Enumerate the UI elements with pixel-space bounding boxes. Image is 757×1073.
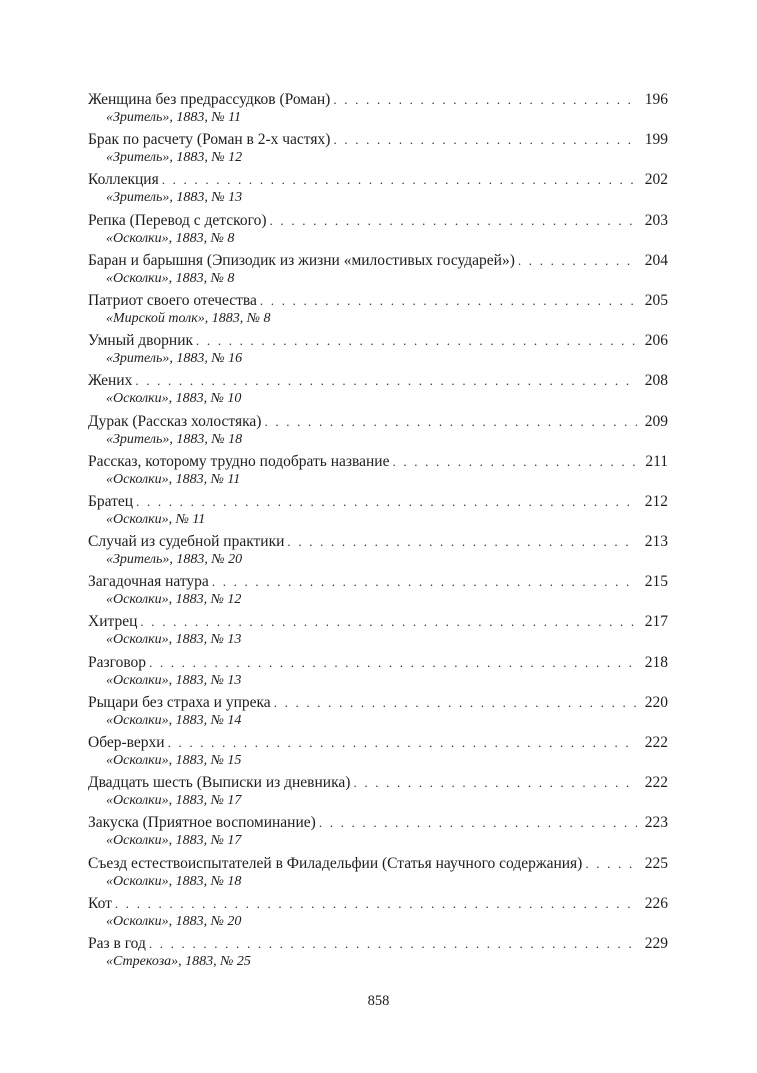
entry-title: Обер-верхи	[88, 734, 165, 751]
dot-leader	[135, 370, 637, 391]
entry-title: Умный дворник	[88, 332, 194, 350]
toc-entry-line	[88, 732, 668, 753]
entry-title: Двадцать шесть (Выписки из дневника)	[88, 774, 351, 792]
toc-entry	[88, 250, 668, 290]
entry-title: Братец	[88, 492, 134, 510]
entry-title: Раз в год	[88, 934, 146, 952]
entry-source: «Осколки», 1883, № 13	[106, 632, 242, 648]
toc-entry	[88, 491, 668, 531]
entry-title: Кот	[88, 894, 112, 912]
dot-leader	[333, 129, 637, 150]
dot-leader	[353, 772, 637, 793]
dot-leader	[518, 250, 637, 271]
entry-page-number: 218	[644, 653, 668, 671]
toc-entry	[88, 652, 668, 692]
toc-entry-line	[88, 571, 668, 592]
toc-entry	[88, 692, 668, 732]
dot-leader	[140, 611, 637, 632]
entry-page-number: 225	[644, 854, 668, 872]
entry-page-number: 206	[644, 332, 668, 350]
toc-entry-line	[88, 812, 668, 833]
toc-entry-line	[88, 330, 668, 351]
entry-page-number: 208	[644, 372, 668, 390]
entry-page-number: 211	[645, 452, 668, 470]
toc-entry-line	[88, 692, 668, 713]
dot-leader	[270, 210, 637, 231]
entry-title: Жених	[88, 372, 133, 390]
toc-entry	[88, 853, 668, 893]
toc-entry-line	[88, 89, 668, 110]
entry-title: Загадочная натура	[88, 573, 209, 591]
toc-entry-line	[88, 652, 668, 673]
dot-leader	[319, 812, 637, 833]
entry-source: «Осколки», № 11	[106, 511, 206, 527]
entry-source: «Мирской толк», 1883, № 8	[106, 310, 271, 326]
entry-title: Дурак (Рассказ холостяка)	[88, 412, 262, 430]
toc-entry	[88, 370, 668, 410]
toc-entry-line	[88, 411, 668, 432]
toc-entry	[88, 611, 668, 651]
entry-source: «Зритель», 1883, № 11	[106, 110, 242, 125]
toc-entry-line	[88, 210, 668, 231]
toc-entry	[88, 290, 668, 330]
entry-title: Брак по расчету (Роман в 2-х частях)	[88, 131, 331, 149]
entry-page-number: 196	[644, 91, 668, 108]
toc-entry	[88, 330, 668, 370]
entry-page-number: 199	[644, 131, 668, 149]
entry-source: «Осколки», 1883, № 18	[106, 873, 242, 889]
entry-source: «Осколки», 1883, № 12	[106, 592, 242, 608]
dot-leader	[212, 571, 637, 592]
entry-title: Коллекция	[88, 171, 159, 189]
dot-leader	[196, 330, 637, 351]
entry-page-number: 202	[644, 171, 668, 189]
entry-source: «Зритель», 1883, № 16	[106, 351, 243, 367]
toc-entry-line	[88, 853, 668, 874]
dot-leader	[149, 652, 637, 673]
dot-leader	[136, 491, 637, 512]
toc-entry	[88, 411, 668, 451]
dot-leader	[115, 893, 637, 914]
toc-entry-line	[88, 290, 668, 311]
entry-title: Женщина без предрассудков (Роман)	[88, 91, 331, 108]
dot-leader	[585, 853, 637, 874]
toc-entry-line	[88, 491, 668, 512]
entry-source: «Осколки», 1883, № 11	[106, 471, 241, 487]
entry-source: «Осколки», 1883, № 14	[106, 712, 242, 728]
dot-leader	[333, 89, 637, 110]
entry-page-number: 209	[644, 412, 668, 430]
entry-page-number: 215	[644, 573, 668, 591]
toc-entry	[88, 893, 668, 933]
toc-entry-line	[88, 250, 668, 271]
dot-leader	[168, 732, 637, 753]
table-of-contents	[88, 89, 668, 973]
dot-leader	[264, 411, 637, 432]
entry-page-number: 217	[644, 613, 668, 631]
entry-title: Закуска (Приятное воспоминание)	[88, 814, 316, 832]
entry-source: «Осколки», 1883, № 8	[106, 230, 235, 246]
entry-page-number: 205	[644, 291, 668, 309]
entry-page-number: 220	[644, 693, 668, 711]
dot-leader	[260, 290, 637, 311]
entry-page-number: 212	[644, 492, 668, 510]
toc-entry	[88, 933, 668, 973]
entry-title: Случай из судебной практики	[88, 533, 285, 551]
entry-page-number: 204	[644, 251, 668, 269]
entry-page-number: 203	[644, 211, 668, 229]
entry-source: «Зритель», 1883, № 12	[106, 150, 243, 166]
toc-entry	[88, 451, 668, 491]
entry-page-number: 229	[644, 934, 668, 952]
entry-source: «Зритель», 1883, № 20	[106, 552, 243, 568]
toc-entry	[88, 812, 668, 852]
toc-entry-line	[88, 933, 668, 954]
entry-title: Хитрец	[88, 613, 138, 631]
toc-entry	[88, 772, 668, 812]
toc-entry-line	[88, 531, 668, 552]
toc-entry-line	[88, 129, 668, 150]
page-number: 858	[367, 993, 390, 1009]
entry-page-number: 226	[644, 894, 668, 912]
entry-source: «Осколки», 1883, № 10	[106, 391, 242, 407]
entry-source: «Осколки», 1883, № 13	[106, 672, 242, 688]
dot-leader	[274, 692, 637, 713]
dot-leader	[162, 169, 637, 190]
entry-page-number: 222	[644, 774, 668, 792]
entry-page-number: 222	[644, 734, 668, 751]
toc-entry	[88, 571, 668, 611]
entry-source: «Осколки», 1883, № 17	[106, 793, 242, 809]
entry-title: Рыцари без страха и упрека	[88, 693, 271, 711]
toc-entry-line	[88, 451, 668, 472]
entry-title: Рассказ, которому трудно подобрать название	[88, 452, 390, 470]
toc-entry-line	[88, 893, 668, 914]
toc-entry	[88, 89, 668, 129]
dot-leader	[392, 451, 637, 472]
toc-entry	[88, 129, 668, 169]
toc-entry-line	[88, 772, 668, 793]
entry-page-number: 223	[644, 814, 668, 832]
toc-entry-line	[88, 370, 668, 391]
toc-entry	[88, 210, 668, 250]
entry-title: Патриот своего отечества	[88, 291, 257, 309]
entry-source: «Осколки», 1883, № 8	[106, 270, 235, 286]
entry-source: «Осколки», 1883, № 17	[106, 833, 242, 849]
dot-leader	[287, 531, 637, 552]
entry-title: Баран и барышня (Эпизодик из жизни «милостивых государей»)	[88, 251, 515, 269]
entry-title: Съезд естествоиспытателей в Филадельфии (Статья научного содержания)	[88, 854, 583, 872]
toc-entry	[88, 732, 668, 772]
toc-entry-line	[88, 611, 668, 632]
toc-entry-line	[88, 169, 668, 190]
entry-source: «Осколки», 1883, № 15	[106, 753, 242, 768]
entry-page-number: 213	[644, 533, 668, 551]
entry-source: «Осколки», 1883, № 20	[106, 913, 242, 929]
toc-entry	[88, 531, 668, 571]
entry-source: «Стрекоза», 1883, № 25	[106, 953, 251, 969]
entry-title: Разговор	[88, 653, 147, 671]
dot-leader	[149, 933, 637, 954]
entry-source: «Зритель», 1883, № 18	[106, 431, 243, 447]
entry-title: Репка (Перевод с детского)	[88, 211, 267, 229]
toc-entry	[88, 169, 668, 209]
entry-source: «Зритель», 1883, № 13	[106, 190, 243, 206]
